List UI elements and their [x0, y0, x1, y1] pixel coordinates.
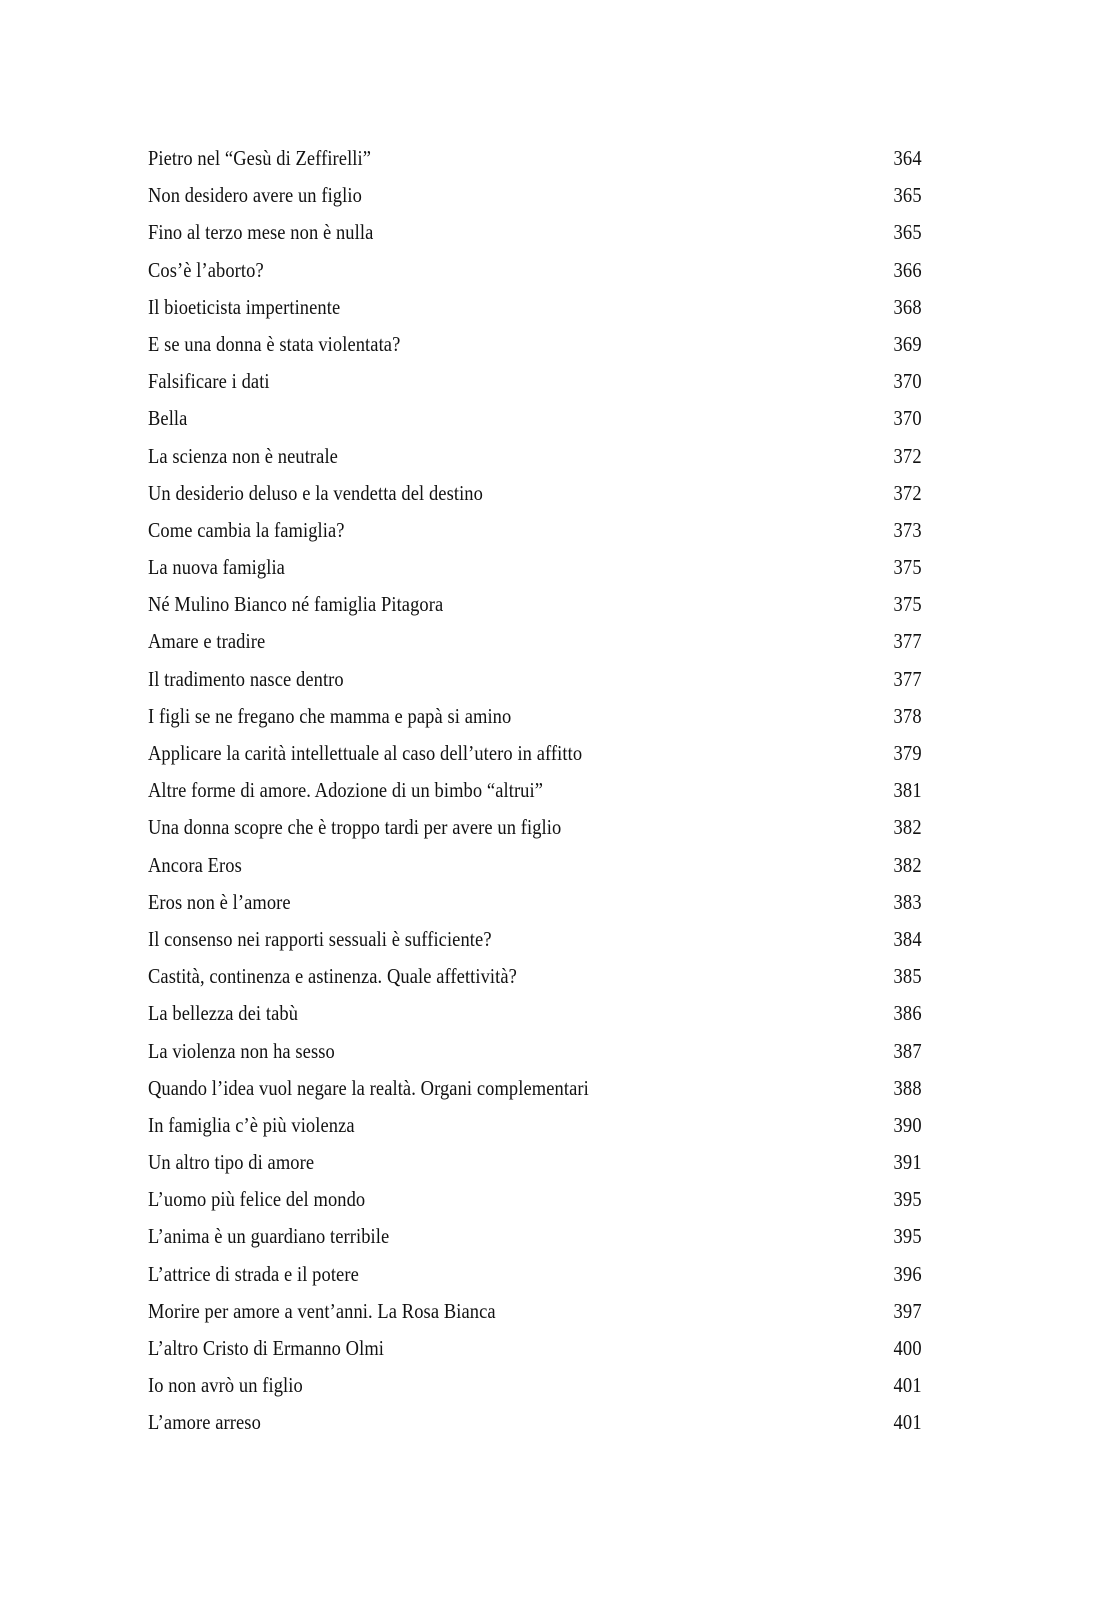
toc-entry[interactable] [148, 772, 922, 809]
toc-entry[interactable] [148, 475, 922, 512]
toc-entry-title: Cos’è l’aborto? [148, 257, 264, 282]
toc-entry-title: E se una donna è stata violentata? [148, 331, 401, 356]
toc-entry-title: Il tradimento nasce dentro [148, 666, 344, 691]
toc-entry[interactable] [148, 549, 922, 586]
toc-entry[interactable] [148, 326, 922, 363]
toc-entry-page-number: 395 [893, 1224, 922, 1249]
toc-entry-title: Applicare la carità intellettuale al caso dell’utero in affitto [148, 741, 583, 765]
toc-entry-page-number: 383 [893, 889, 922, 914]
toc-entry[interactable] [148, 1144, 922, 1181]
toc-entry-title: La violenza non ha sesso [148, 1038, 335, 1063]
toc-entry-title: Come cambia la famiglia? [148, 517, 345, 542]
toc-entry-page-number: 375 [893, 555, 922, 580]
toc-entry-page-number: 385 [893, 964, 922, 989]
toc-entry-title: I figli se ne fregano che mamma e papà si amino [148, 703, 512, 728]
toc-entry-title: Eros non è l’amore [148, 889, 291, 914]
toc-entry-title: Castità, continenza e astinenza. Quale affettività? [148, 964, 517, 989]
toc-entry-title: La scienza non è neutrale [148, 443, 338, 468]
toc-entry[interactable] [148, 1256, 922, 1293]
toc-entry[interactable] [148, 1033, 922, 1070]
toc-entry-title: Ancora Eros [148, 852, 242, 877]
toc-entry-title: In famiglia c’è più violenza [148, 1112, 355, 1137]
toc-entry[interactable] [148, 586, 922, 623]
toc-entry-page-number: 377 [893, 629, 922, 654]
toc-entry-page-number: 372 [893, 480, 922, 505]
toc-entry-page-number: 366 [893, 257, 922, 282]
toc-entry-page-number: 382 [893, 815, 922, 840]
toc-entry-page-number: 378 [893, 703, 922, 728]
toc-entry[interactable] [148, 1404, 922, 1441]
toc-entry-title: Morire per amore a vent’anni. La Rosa Bianca [148, 1298, 496, 1323]
toc-entry-title: Un desiderio deluso e la vendetta del destino [148, 480, 483, 505]
toc-entry-page-number: 368 [893, 294, 922, 319]
toc-entry-title: Quando l’idea vuol negare la realtà. Organi complementari [148, 1075, 589, 1100]
table-of-contents [148, 140, 922, 1442]
toc-entry-page-number: 391 [893, 1150, 922, 1175]
toc-entry-title: Un altro tipo di amore [148, 1150, 315, 1175]
toc-entry-page-number: 370 [893, 369, 922, 394]
toc-entry-page-number: 372 [893, 443, 922, 468]
toc-entry-page-number: 395 [893, 1187, 922, 1212]
toc-entry-page-number: 364 [893, 146, 922, 170]
toc-entry-title: L’altro Cristo di Ermanno Olmi [148, 1336, 385, 1360]
toc-entry-page-number: 387 [893, 1038, 922, 1063]
toc-entry[interactable] [148, 363, 922, 400]
toc-entry-page-number: 396 [893, 1261, 922, 1286]
toc-entry[interactable] [148, 995, 922, 1032]
toc-entry-page-number: 379 [893, 741, 922, 765]
toc-entry[interactable] [148, 958, 922, 995]
toc-entry-title: Il bioeticista impertinente [148, 294, 341, 319]
toc-entry-page-number: 384 [893, 926, 922, 951]
toc-entry-title: Una donna scopre che è troppo tardi per avere un figlio [148, 815, 562, 840]
toc-entry-page-number: 370 [893, 406, 922, 431]
toc-entry[interactable] [148, 1367, 922, 1404]
toc-entry[interactable] [148, 661, 922, 698]
toc-entry[interactable] [148, 512, 922, 549]
toc-entry-page-number: 382 [893, 852, 922, 877]
toc-entry[interactable] [148, 921, 922, 958]
toc-entry-title: L’amore arreso [148, 1410, 261, 1435]
toc-entry[interactable] [148, 400, 922, 437]
toc-entry[interactable] [148, 884, 922, 921]
toc-entry-title: L’attrice di strada e il potere [148, 1261, 359, 1286]
toc-entry-title: Altre forme di amore. Adozione di un bimbo “altrui” [148, 778, 544, 803]
toc-entry[interactable] [148, 140, 922, 177]
toc-entry-title: Non desidero avere un figlio [148, 183, 362, 208]
toc-entry-title: Io non avrò un figlio [148, 1373, 303, 1398]
toc-entry-page-number: 400 [893, 1336, 922, 1360]
toc-entry[interactable] [148, 809, 922, 846]
toc-entry-page-number: 381 [893, 778, 922, 803]
toc-entry[interactable] [148, 289, 922, 326]
toc-entry[interactable] [148, 1330, 922, 1367]
toc-entry-page-number: 401 [893, 1373, 922, 1398]
toc-entry-title: Il consenso nei rapporti sessuali è sufficiente? [148, 926, 492, 951]
toc-entry-page-number: 401 [893, 1410, 922, 1435]
toc-entry[interactable] [148, 1107, 922, 1144]
toc-entry-title: Né Mulino Bianco né famiglia Pitagora [148, 592, 444, 617]
toc-entry[interactable] [148, 1070, 922, 1107]
toc-entry[interactable] [148, 177, 922, 214]
toc-entry-title: Bella [148, 406, 188, 431]
toc-entry-page-number: 377 [893, 666, 922, 691]
toc-entry-title: L’anima è un guardiano terribile [148, 1224, 390, 1249]
toc-entry-page-number: 375 [893, 592, 922, 617]
toc-entry-page-number: 397 [893, 1298, 922, 1323]
toc-entry[interactable] [148, 252, 922, 289]
toc-entry-title: Pietro nel “Gesù di Zeffirelli” [148, 146, 372, 170]
toc-entry-page-number: 386 [893, 1001, 922, 1026]
toc-entry-title: Falsificare i dati [148, 369, 270, 394]
toc-entry-page-number: 390 [893, 1112, 922, 1137]
toc-entry-title: La bellezza dei tabù [148, 1001, 299, 1026]
toc-entry-title: L’uomo più felice del mondo [148, 1187, 366, 1212]
toc-entry[interactable] [148, 214, 922, 251]
toc-entry-page-number: 369 [893, 331, 922, 356]
toc-entry[interactable] [148, 735, 922, 772]
toc-entry[interactable] [148, 438, 922, 475]
toc-entry-page-number: 373 [893, 517, 922, 542]
toc-entry-title: La nuova famiglia [148, 555, 285, 580]
toc-entry[interactable] [148, 847, 922, 884]
toc-entry-page-number: 365 [893, 183, 922, 208]
toc-entry-title: Amare e tradire [148, 629, 266, 654]
toc-entry[interactable] [148, 698, 922, 735]
toc-entry[interactable] [148, 1293, 922, 1330]
toc-entry[interactable] [148, 1181, 922, 1218]
toc-entry-title: Fino al terzo mese non è nulla [148, 220, 374, 245]
toc-entry[interactable] [148, 1218, 922, 1255]
toc-entry-page-number: 365 [893, 220, 922, 245]
toc-entry-page-number: 388 [893, 1075, 922, 1100]
toc-entry[interactable] [148, 623, 922, 660]
